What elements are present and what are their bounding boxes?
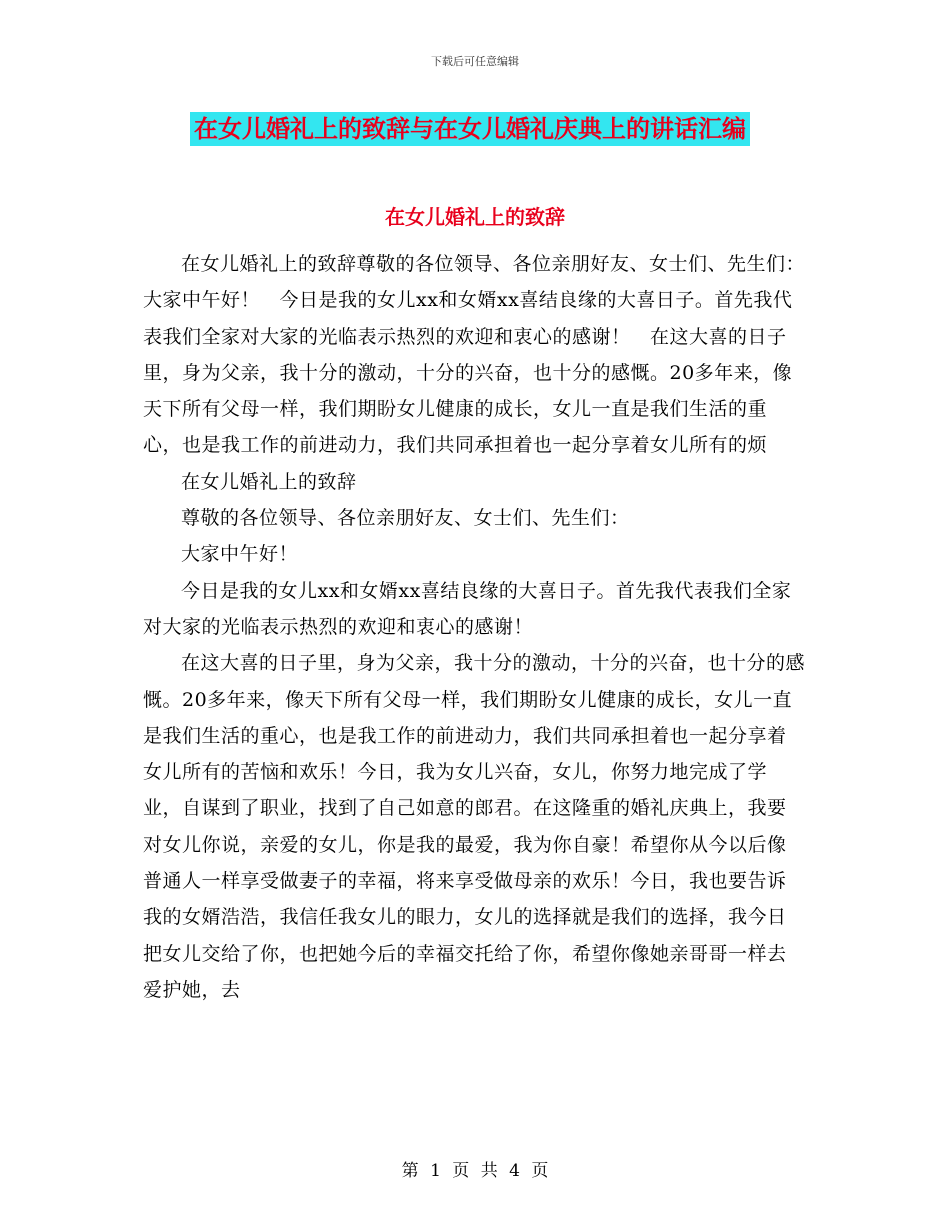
footer-page-mid: 页: [452, 1161, 470, 1181]
paragraph-heading: 在女儿婚礼上的致辞: [181, 470, 357, 493]
footer-page-prefix: 第: [401, 1161, 419, 1181]
section-title: 在女儿婚礼上的致辞: [385, 205, 565, 229]
paragraph-main: 在这大喜的日子里，身为父亲，我十分的激动，十分的兴奋，也十分的感慨。20多年来，像天下所有父母一样，我们期盼女儿健康的成长，女儿一直是我们生活的重心，也是我工作的前进动力，我们共同承担着也一起分享着女儿所有的苦恼和欢乐！今日，我为女儿兴奋，女儿，你努力地完成了学业，自谋到了职业，找到了自己如意的郎君。在这隆重的婚礼庆典上，我要对女儿你说，亲爱的女儿，你是我的最爱，我为你自豪！希望你从今以后像普通人一样享受做妻子的幸福，将来享受做母亲的欢乐！今日，我也要告诉我的女婿浩浩，我信任我女儿的眼力，女儿的选择就是我们的选择，我今日把女儿交给了你，也把她今后的幸福交托给了你，希望你像她亲哥哥一样去爱护她，去: [143, 652, 806, 1001]
page-footer: [0, 1156, 950, 1181]
paragraph-opening: 今日是我的女儿xx和女婿xx喜结良缘的大喜日子。首先我代表我们全家对大家的光临表示热烈的欢迎和衷心的感谢！: [143, 579, 792, 638]
paragraph-summary: 在女儿婚礼上的致辞尊敬的各位领导、各位亲朋好友、女士们、先生们：大家中午好！ 今日是我的女儿xx和女婿xx喜结良缘的大喜日子。首先我代表我们全家对大家的光临表示热烈的欢迎和衷心的感谢！ 在这大喜的日子里，身为父亲，我十分的激动，十分的兴奋，也十分的感慨。20多年来，像天下所有父母一样，我们期盼女儿健康的成长，女儿一直是我们生活的重心，也是我工作的前进动力，我们共同承担着也一起分享着女儿所有的烦: [143, 253, 806, 457]
footer-total-pages: 4: [509, 1161, 520, 1181]
footer-page-number: 1: [430, 1161, 441, 1181]
document-title: 在女儿婚礼上的致辞与在女儿婚礼庆典上的讲话汇编: [190, 112, 750, 146]
header-note: 下载后可任意编辑: [431, 55, 519, 68]
footer-total-prefix: 共: [480, 1161, 498, 1181]
footer-total-suffix: 页: [531, 1161, 549, 1181]
document-body: [143, 246, 805, 1008]
paragraph-salutation: 尊敬的各位领导、各位亲朋好友、女士们、先生们：: [181, 507, 630, 530]
paragraph-greeting: 大家中午好！: [181, 543, 299, 566]
